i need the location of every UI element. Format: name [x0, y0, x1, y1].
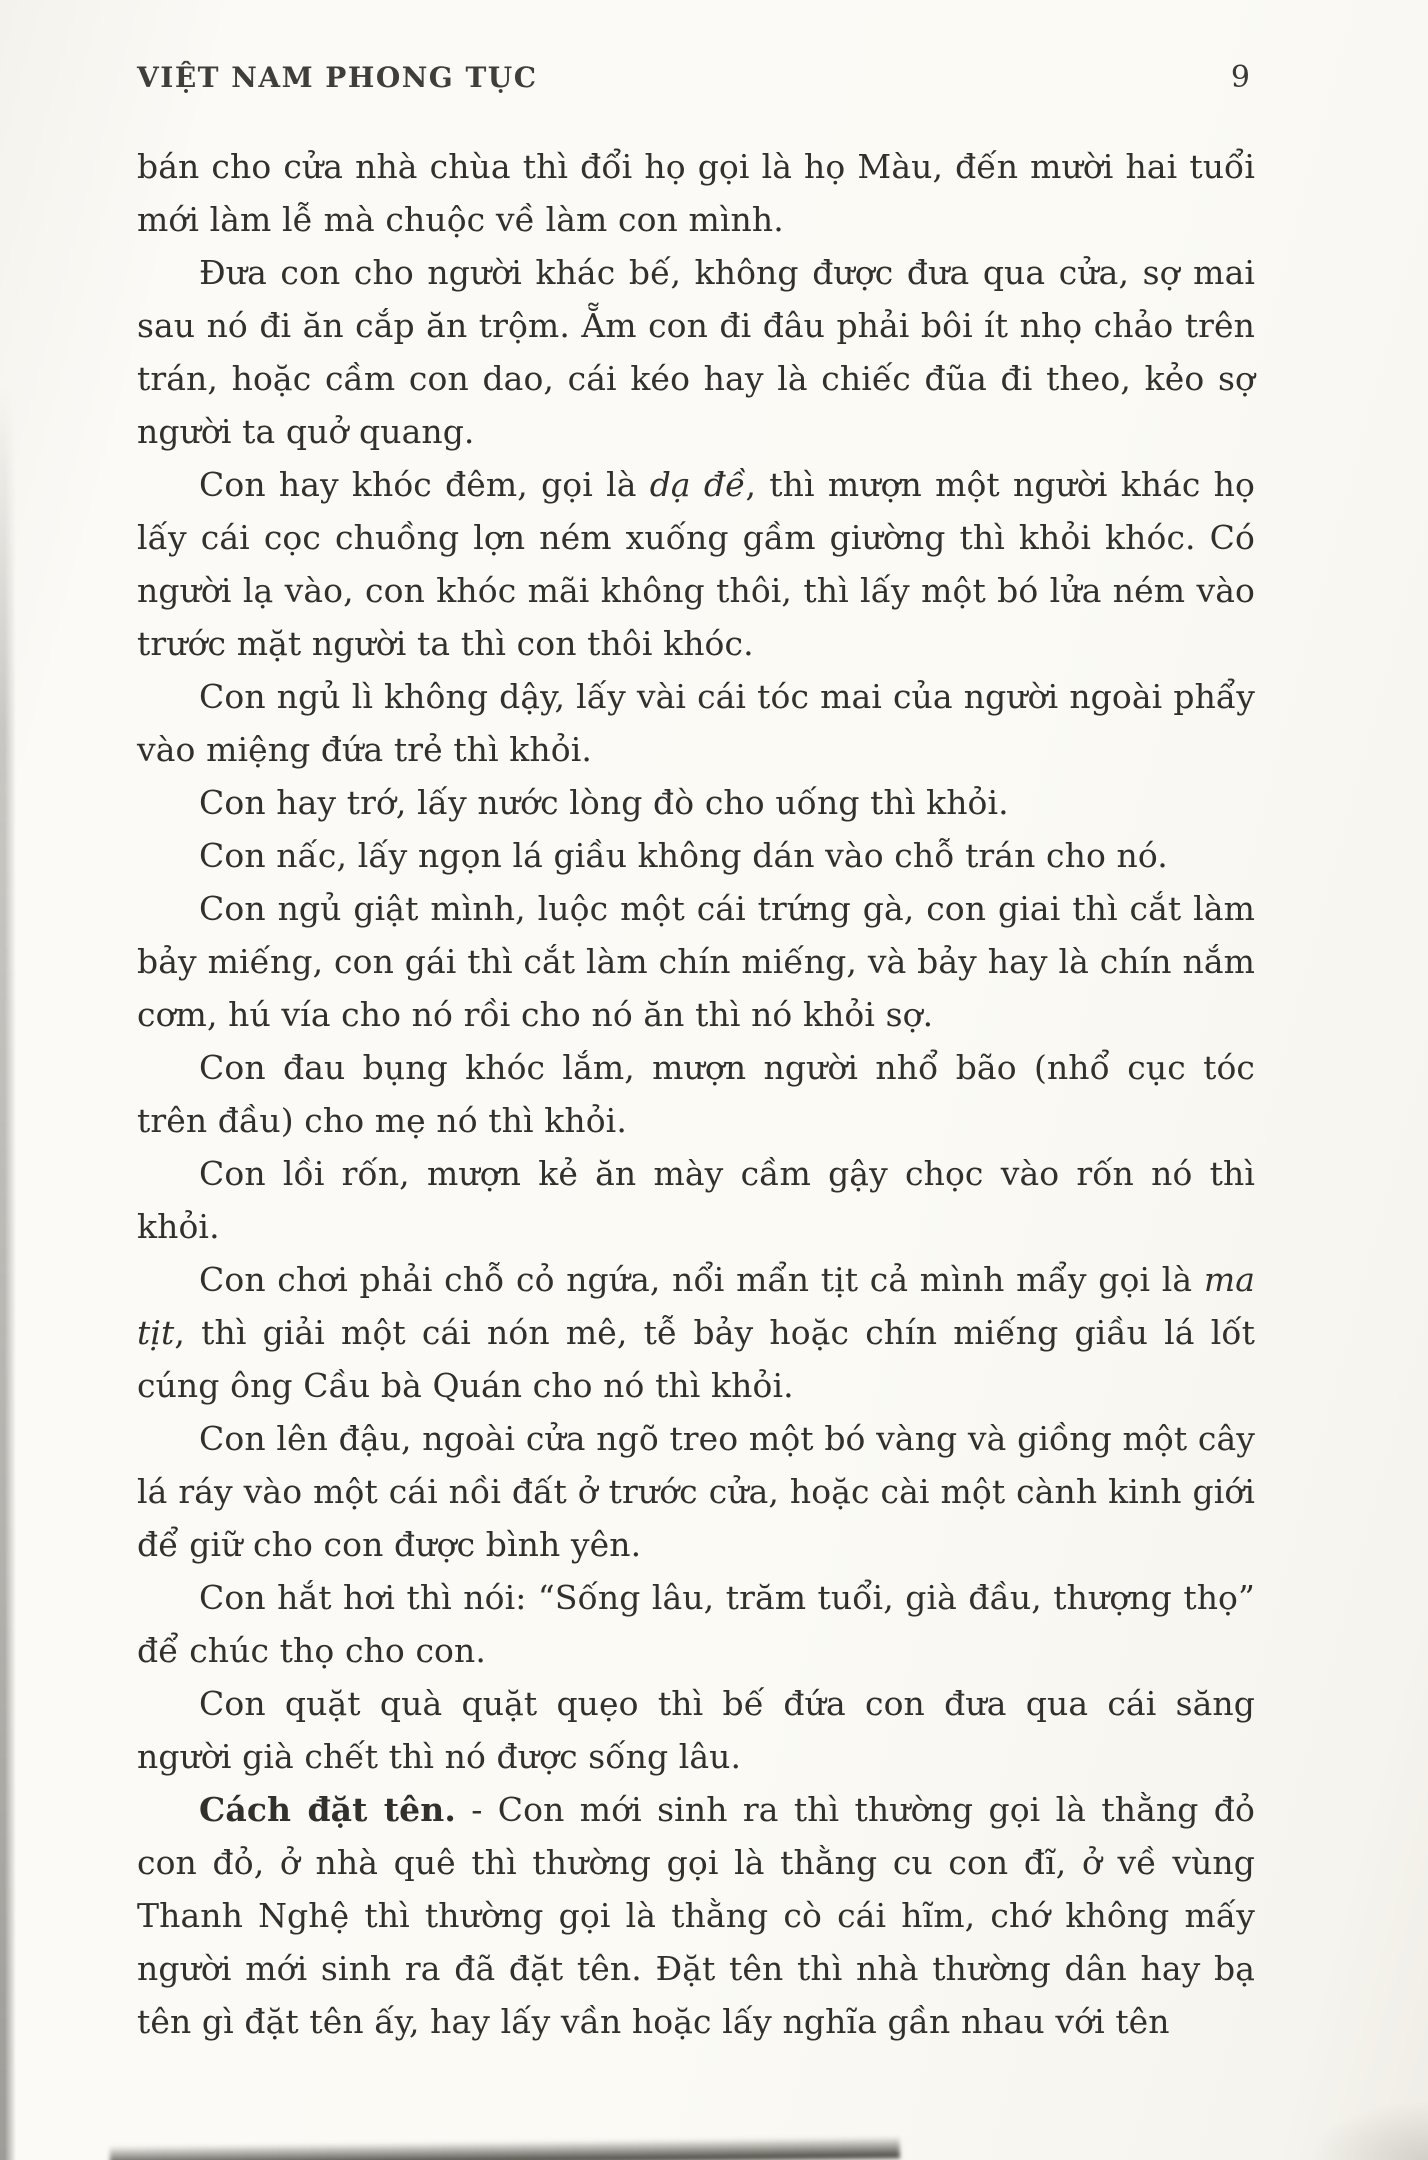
paragraph [137, 1783, 1255, 2048]
text-segment: Con hay khóc đêm, gọi là [199, 465, 650, 504]
page-body [0, 95, 1428, 2048]
text-segment: - Con mới sinh ra thì thường gọi là thằng đỏ con đỏ, ở nhà quê thì thường gọi là thằng cu con đĩ, ở về vùng Thanh Nghệ thì thường gọi là thằng cò cái hĩm, chớ không mấy người mới sinh ra đã đặt tên. Đặt tên thì nhà thường dân hay bạ tên gì đặt tên ấy, hay lấy vần hoặc lấy nghĩa gần nhau với tên [137, 1790, 1255, 2041]
text-segment: Con nấc, lấy ngọn lá giầu không dán vào chỗ trán cho nó. [199, 836, 1168, 875]
text-segment: Con hắt hơi thì nói: “Sống lâu, trăm tuổi, già đầu, thượng thọ” để chúc thọ cho con. [137, 1578, 1255, 1670]
paragraph [137, 882, 1255, 1041]
page-header [0, 0, 1428, 95]
page-number: 9 [1230, 60, 1250, 95]
paragraph [137, 140, 1255, 246]
paragraph [137, 829, 1255, 882]
text-segment: Con quặt quà quặt quẹo thì bế đứa con đưa qua cái săng người già chết thì nó được sống lâu. [137, 1684, 1255, 1776]
paragraph [137, 246, 1255, 458]
text-segment: Con đau bụng khóc lắm, mượn người nhổ bão (nhổ cục tóc trên đầu) cho mẹ nó thì khỏi. [137, 1048, 1255, 1140]
paragraph [137, 776, 1255, 829]
paragraph [137, 1147, 1255, 1253]
paragraph [137, 1041, 1255, 1147]
text-segment: Con lồi rốn, mượn kẻ ăn mày cầm gậy chọc vào rốn nó thì khỏi. [137, 1154, 1255, 1246]
text-segment: Cách đặt tên. [199, 1790, 456, 1829]
text-segment: Con chơi phải chỗ cỏ ngứa, nổi mẩn tịt cả mình mẩy gọi là [199, 1260, 1204, 1299]
text-segment: Con ngủ lì không dậy, lấy vài cái tóc mai của người ngoài phẩy vào miệng đứa trẻ thì khỏi. [137, 677, 1255, 769]
paragraph [137, 1677, 1255, 1783]
text-segment: Con hay trớ, lấy nước lòng đò cho uống thì khỏi. [199, 783, 1009, 822]
corner-shade [1308, 2100, 1428, 2160]
text-segment: Con ngủ giật mình, luộc một cái trứng gà, con giai thì cắt làm bảy miếng, con gái thì cắt làm chín miếng, và bảy hay là chín nắm cơm, hú vía cho nó rồi cho nó ăn thì nó khỏi sợ. [137, 889, 1255, 1034]
gutter-shadow [0, 0, 16, 2160]
text-segment: ma tịt [137, 1260, 1255, 1352]
text-segment: , thì giải một cái nón mê, tễ bảy hoặc chín miếng giầu lá lốt cúng ông Cầu bà Quán cho nó thì khỏi. [137, 1313, 1255, 1405]
paragraph [137, 458, 1255, 670]
text-segment: Đưa con cho người khác bế, không được đưa qua cửa, sợ mai sau nó đi ăn cắp ăn trộm. Ẵm con đi đâu phải bôi ít nhọ chảo trên trán, hoặc cầm con dao, cái kéo hay là chiếc đũa đi theo, kẻo sợ người ta quở quang. [137, 253, 1255, 451]
paragraph [137, 1253, 1255, 1412]
paragraph [137, 670, 1255, 776]
book-title: VIỆT NAM PHONG TỤC [137, 61, 538, 94]
paragraph [137, 1412, 1255, 1571]
text-segment: bán cho cửa nhà chùa thì đổi họ gọi là họ Màu, đến mười hai tuổi mới làm lễ mà chuộc về làm con mình. [137, 147, 1255, 239]
text-segment: dạ đề [649, 465, 746, 504]
bottom-edge-shadow [110, 2136, 900, 2160]
text-segment: , thì mượn một người khác họ lấy cái cọc chuồng lợn ném xuống gầm giường thì khỏi khóc. Có người lạ vào, con khóc mãi không thôi, thì lấy một bó lửa ném vào trước mặt người ta thì con thôi khóc. [137, 465, 1255, 663]
text-segment: Con lên đậu, ngoài cửa ngõ treo một bó vàng và giồng một cây lá ráy vào một cái nồi đất ở trước cửa, hoặc cài một cành kinh giới để giữ cho con được bình yên. [137, 1419, 1255, 1564]
paragraph [137, 1571, 1255, 1677]
